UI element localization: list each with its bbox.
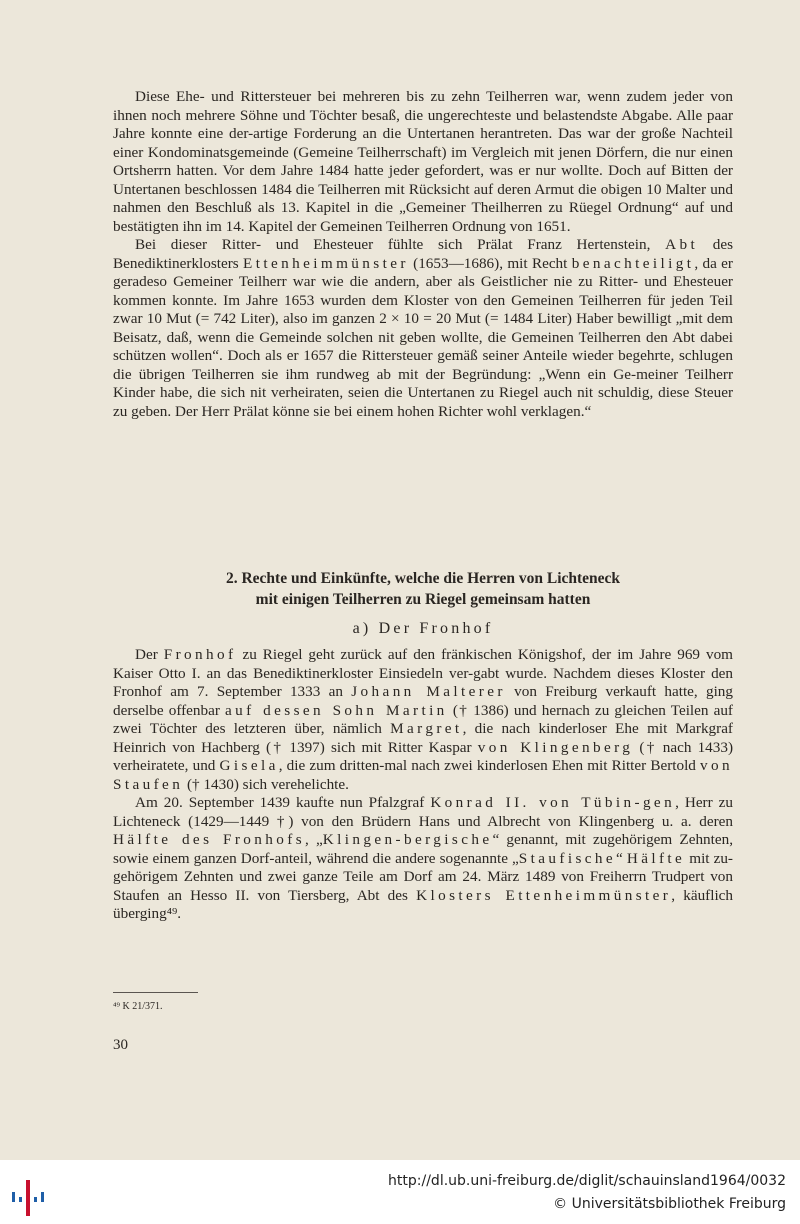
text-run: (1653—1686), mit Recht: [408, 254, 572, 272]
text-run: († nach 1433) verheiratete, und: [113, 738, 734, 774]
spaced-emphasis-text: benachteiligt: [571, 254, 695, 272]
spaced-emphasis-text: von Klingenberg: [477, 738, 634, 756]
spaced-emphasis-text: Hälfte des Fronhofs: [113, 831, 306, 848]
body-text-top: [113, 88, 733, 421]
text-run: , da er geradeso Gemeiner Teilherr war wie die andern, aber als Geistlicher nie zu Ritter- und Ehesteuer kommen konnte. Im Jahre 1653 wurden dem Kloster von den Gemeinen Teilherren für jeden Teil zwar 10 Mut (= 742 Liter), also im ganzen 2 × 10 = 20 Mut (= 1484 Liter) Haber bewilligt „mit dem Beisatz, daß, wenn die Gemeinde solchen nit geben wollte, die Gemeinen Teilherren den Abt dabei schützen wollen“. Doch als er 1657 die Rittersteuer gemäß seiner Anteile wieder begehrte, schlugen die übrigen Teilherren sie ihm rundweg ab mit der Begründung: „Wenn ein Ge-meiner Teilherr Kinder habe, die sich nit verheiraten, seien die Untertanen zu Riegel auch nit schuldig, diese Steuer zu geben. Der Herr Prälat könne sie bei einem hohen Richter wohl verklagen.“: [113, 254, 733, 420]
paragraph: [113, 88, 733, 236]
spaced-emphasis-text: Staufische: [518, 849, 617, 867]
subsection-heading: a) Der Fronhof: [352, 620, 494, 637]
spaced-emphasis-text: Margret: [390, 720, 463, 737]
text-run: Bei dieser Ritter- und Ehesteuer fühlte sich Prälat Franz Hertenstein,: [135, 236, 666, 253]
footer-bar: [0, 1160, 800, 1224]
footnote-divider: [113, 992, 198, 993]
text-run: zu Riegel geht zurück auf den fränkischen Königshof, der im Jahre 969 vom Kaiser Otto I. an das Benediktinerkloster Einsiedeln ver-gabt wurde. Nachdem dieses Kloster den Fronhof am 7. September 1333 an: [113, 646, 733, 700]
text-run: Der: [135, 646, 164, 663]
text-run: mit zu-gehörigem Zehnten und zwei ganze Teile am Dorf am 24. März 1489 von Freiherrn Trudpert von Staufen an Hesso II. von Tiersberg, Abt des: [113, 849, 733, 904]
spaced-emphasis-text: Klingen-bergische: [322, 831, 493, 848]
page-number: 30: [113, 1037, 128, 1053]
spaced-emphasis-text: Klosters Ettenheimmünster: [416, 886, 672, 904]
body-text-bottom: [113, 646, 733, 924]
footnote: ⁴⁹ K 21/371.: [113, 1001, 163, 1012]
paragraph: [113, 646, 733, 794]
spaced-emphasis-text: auf dessen Sohn Martin: [225, 701, 448, 719]
heading-line-1: 2. Rechte und Einkünfte, welche die Herren von Lichteneck: [225, 570, 621, 587]
paragraph: [113, 236, 733, 421]
text-run: “ genannt, mit zugehörigem Zehnten, sowie einem ganzen Dorf-anteil, während die andere sogenannte „: [113, 831, 733, 867]
text-run: († 1386) und hernach zu gleichen Teilen auf zwei Töchter des letzteren über, nämlich: [113, 701, 733, 737]
text-run: Diese Ehe- und Rittersteuer bei mehreren bis zu zehn Teilherren war, wenn zudem jeder von ihnen noch mehrere Söhne und Töchter besaß, die ungerechteste und belastendste Abgabe. Alle paar Jahre konnte eine der-artige Forderung an die Untertanen herantreten. Das war der große Nachteil einer Kondominatsgemeinde (Gemeine Teilherrschaft) im Vergleich mit jenen Dörfern, die nur einen Ortsherrn hatten. Vor dem Jahre 1484 hatte jeder gefordert, was er nur wollte. Doch auf Bitten der Untertanen beschlossen 1484 die Teilherren mit Rücksicht auf deren Armut die obigen 10 Malter und nahmen den Beschluß als 13. Kapitel in die „Gemeiner Theilherren zu Rüegel Ordnung“ auf und bestätigten ihn im 14. Kapitel der Gemeinen Teilherren Ordnung von 1651.: [113, 88, 733, 235]
spaced-emphasis-text: Ettenheimmünster: [243, 254, 409, 272]
spaced-emphasis-text: Gisela: [219, 757, 279, 774]
text-run: von Freiburg verkauft hatte, ging derselbe offenbar: [113, 683, 733, 719]
spaced-emphasis-text: Hälfte: [626, 849, 686, 867]
source-url-link[interactable]: http://dl.ub.uni-freiburg.de/diglit/schauinsland1964/0032: [388, 1173, 786, 1189]
spaced-emphasis-text: Abt: [665, 236, 699, 253]
text-run: , die zum dritten-mal nach zwei kinderlosen Ehen mit Ritter Bertold: [278, 757, 701, 774]
text-run: († 1430) sich verehelichte.: [183, 775, 349, 793]
section-heading: [113, 568, 733, 610]
spaced-emphasis-text: Johann Malterer: [351, 683, 506, 700]
text-run: , „: [305, 831, 323, 848]
text-run: “: [616, 849, 627, 867]
heading-line-2: mit einigen Teilherren zu Riegel gemeinsam hatten: [255, 591, 591, 608]
text-run: , Herr zu Lichteneck (1429—1449 †) von den Brüdern Hans und Albrecht von Klingenberg u. a. deren: [113, 794, 733, 830]
text-run: Am 20. September 1439 kaufte nun Pfalzgraf: [135, 794, 431, 811]
spaced-emphasis-text: Konrad II. von Tübin-gen: [430, 794, 676, 811]
text-run: , käuflich überging⁴⁹.: [113, 886, 734, 922]
ub-freiburg-logo-icon: [10, 1178, 50, 1218]
spaced-emphasis-text: von Staufen: [113, 757, 733, 793]
spaced-emphasis-text: Fronhof: [163, 646, 237, 663]
paragraph: [113, 794, 733, 924]
copyright-text: © Universitätsbibliothek Freiburg: [553, 1196, 786, 1212]
text-run: des Benediktinerklosters: [113, 236, 734, 272]
text-run: , die nach kinderloser Ehe mit Markgraf Heinrich von Hachberg († 1397) sich mit Ritter Kaspar: [113, 720, 733, 756]
